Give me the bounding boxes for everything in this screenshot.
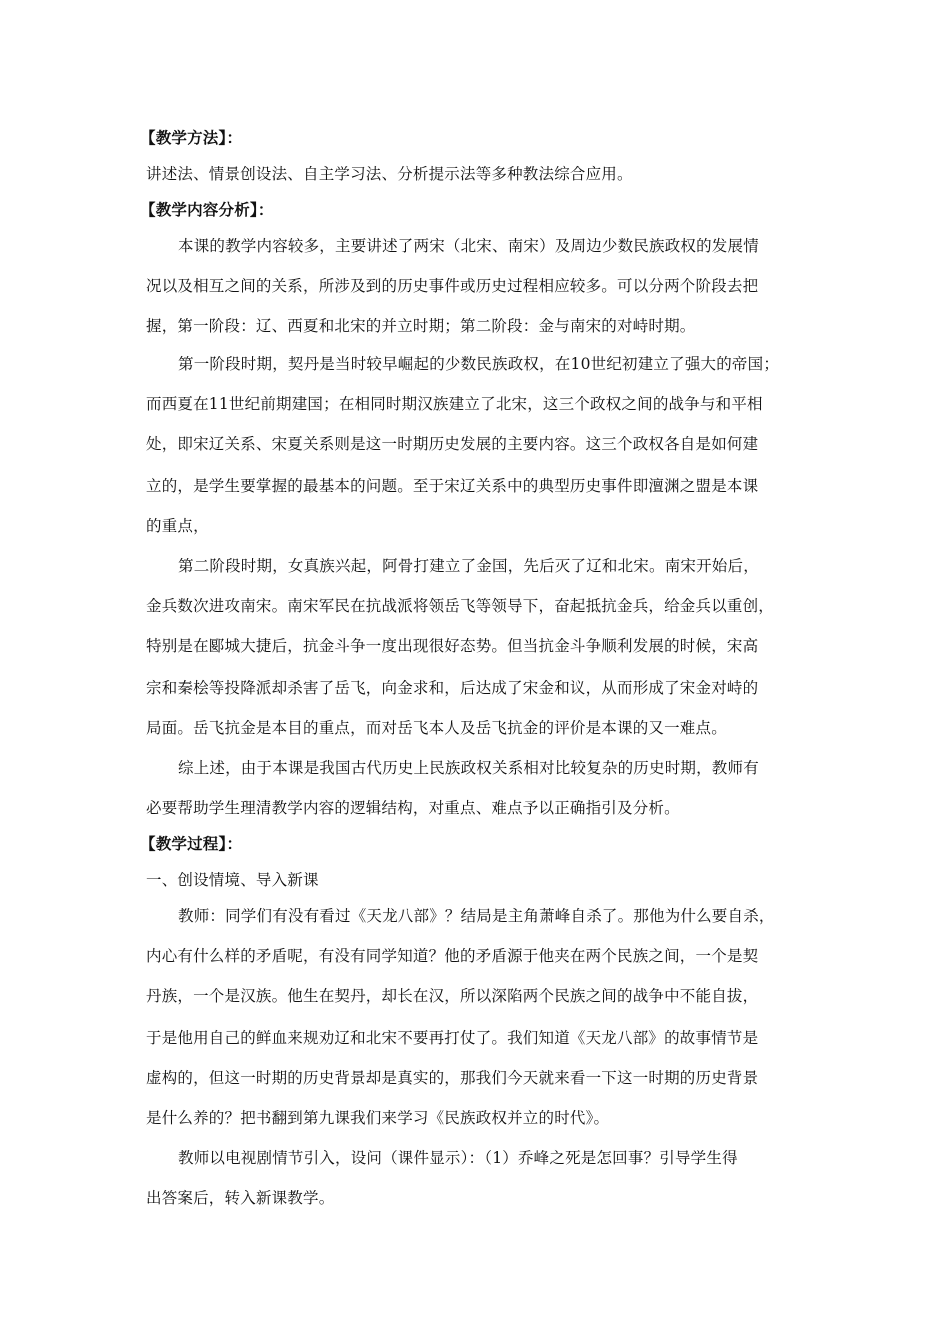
paragraph-line: 第二阶段时期，女真族兴起，阿骨打建立了金国，先后灭了辽和北宋。南宋开始后， [178,557,759,575]
paragraph-line: 教师以电视剧情节引入，设问（课件显示）：（1）乔峰之死是怎回事？引导学生得 [178,1149,738,1167]
paragraph-line: 握，第一阶段：辽、西夏和北宋的并立时期；第二阶段：金与南宋的对峙时期。 [146,317,696,335]
paragraph-line: 金兵数次进攻南宋。南宋军民在抗战派将领岳飞等领导下，奋起抵抗金兵，给金兵以重创， [146,597,775,615]
paragraph-line: 综上述，由于本课是我国古代历史上民族政权关系相对比较复杂的历史时期，教师有 [178,759,759,777]
paragraph-line: 立的，是学生要掌握的最基本的问题。至于宋辽关系中的典型历史事件即澶渊之盟是本课 [146,477,759,495]
process-heading: 【教学过程】： [140,834,243,853]
paragraph-line: 的重点， [146,517,209,535]
paragraph-line: 而西夏在11世纪前期建国；在相同时期汉族建立了北宋，这三个政权之间的战争与和平相 [146,395,763,413]
paragraph-line: 虚构的，但这一时期的历史背景却是真实的，那我们今天就来看一下这一时期的历史背景 [146,1069,759,1087]
paragraph-line: 教师：同学们有没有看过《天龙八部》？结局是主角萧峰自杀了。那他为什么要自杀， [178,907,775,925]
step-title: 一、创设情境、导入新课 [146,871,319,889]
method-heading: 【教学方法】： [140,128,243,147]
paragraph-line: 必要帮助学生理清教学内容的逻辑结构，对重点、难点予以正确指引及分析。 [146,799,680,817]
paragraph-line: 丹族，一个是汉族。他生在契丹，却长在汉，所以深陷两个民族之间的战争中不能自拔， [146,987,759,1005]
method-text: 讲述法、情景创设法、自主学习法、分析提示法等多种教法综合应用。 [146,165,633,183]
paragraph-line: 是什么养的？把书翻到第九课我们来学习《民族政权并立的时代》。 [146,1109,610,1127]
paragraph-line: 本课的教学内容较多，主要讲述了两宋（北宋、南宋）及周边少数民族政权的发展情 [178,237,759,255]
paragraph-line: 处，即宋辽关系、宋夏关系则是这一时期历史发展的主要内容。这三个政权各自是如何建 [146,435,759,453]
paragraph-line: 内心有什么样的矛盾呢，有没有同学知道？他的矛盾源于他夹在两个民族之间，一个是契 [146,947,759,965]
paragraph-line: 况以及相互之间的关系，所涉及到的历史事件或历史过程相应较多。可以分两个阶段去把 [146,277,759,295]
paragraph-line: 局面。岳飞抗金是本目的重点，而对岳飞本人及岳飞抗金的评价是本课的又一难点。 [146,719,727,737]
paragraph-line: 特别是在郾城大捷后，抗金斗争一度出现很好态势。但当抗金斗争顺利发展的时候，宋高 [146,637,759,655]
paragraph-line: 第一阶段时期，契丹是当时较早崛起的少数民族政权，在10世纪初建立了强大的帝国； [178,355,780,373]
paragraph-line: 宗和秦桧等投降派却杀害了岳飞，向金求和，后达成了宋金和议，从而形成了宋金对峙的 [146,679,759,697]
paragraph-line: 出答案后，转入新课教学。 [146,1189,335,1207]
content-heading: 【教学内容分析】： [140,200,274,219]
paragraph-line: 于是他用自己的鲜血来规劝辽和北宋不要再打仗了。我们知道《天龙八部》的故事情节是 [146,1029,759,1047]
